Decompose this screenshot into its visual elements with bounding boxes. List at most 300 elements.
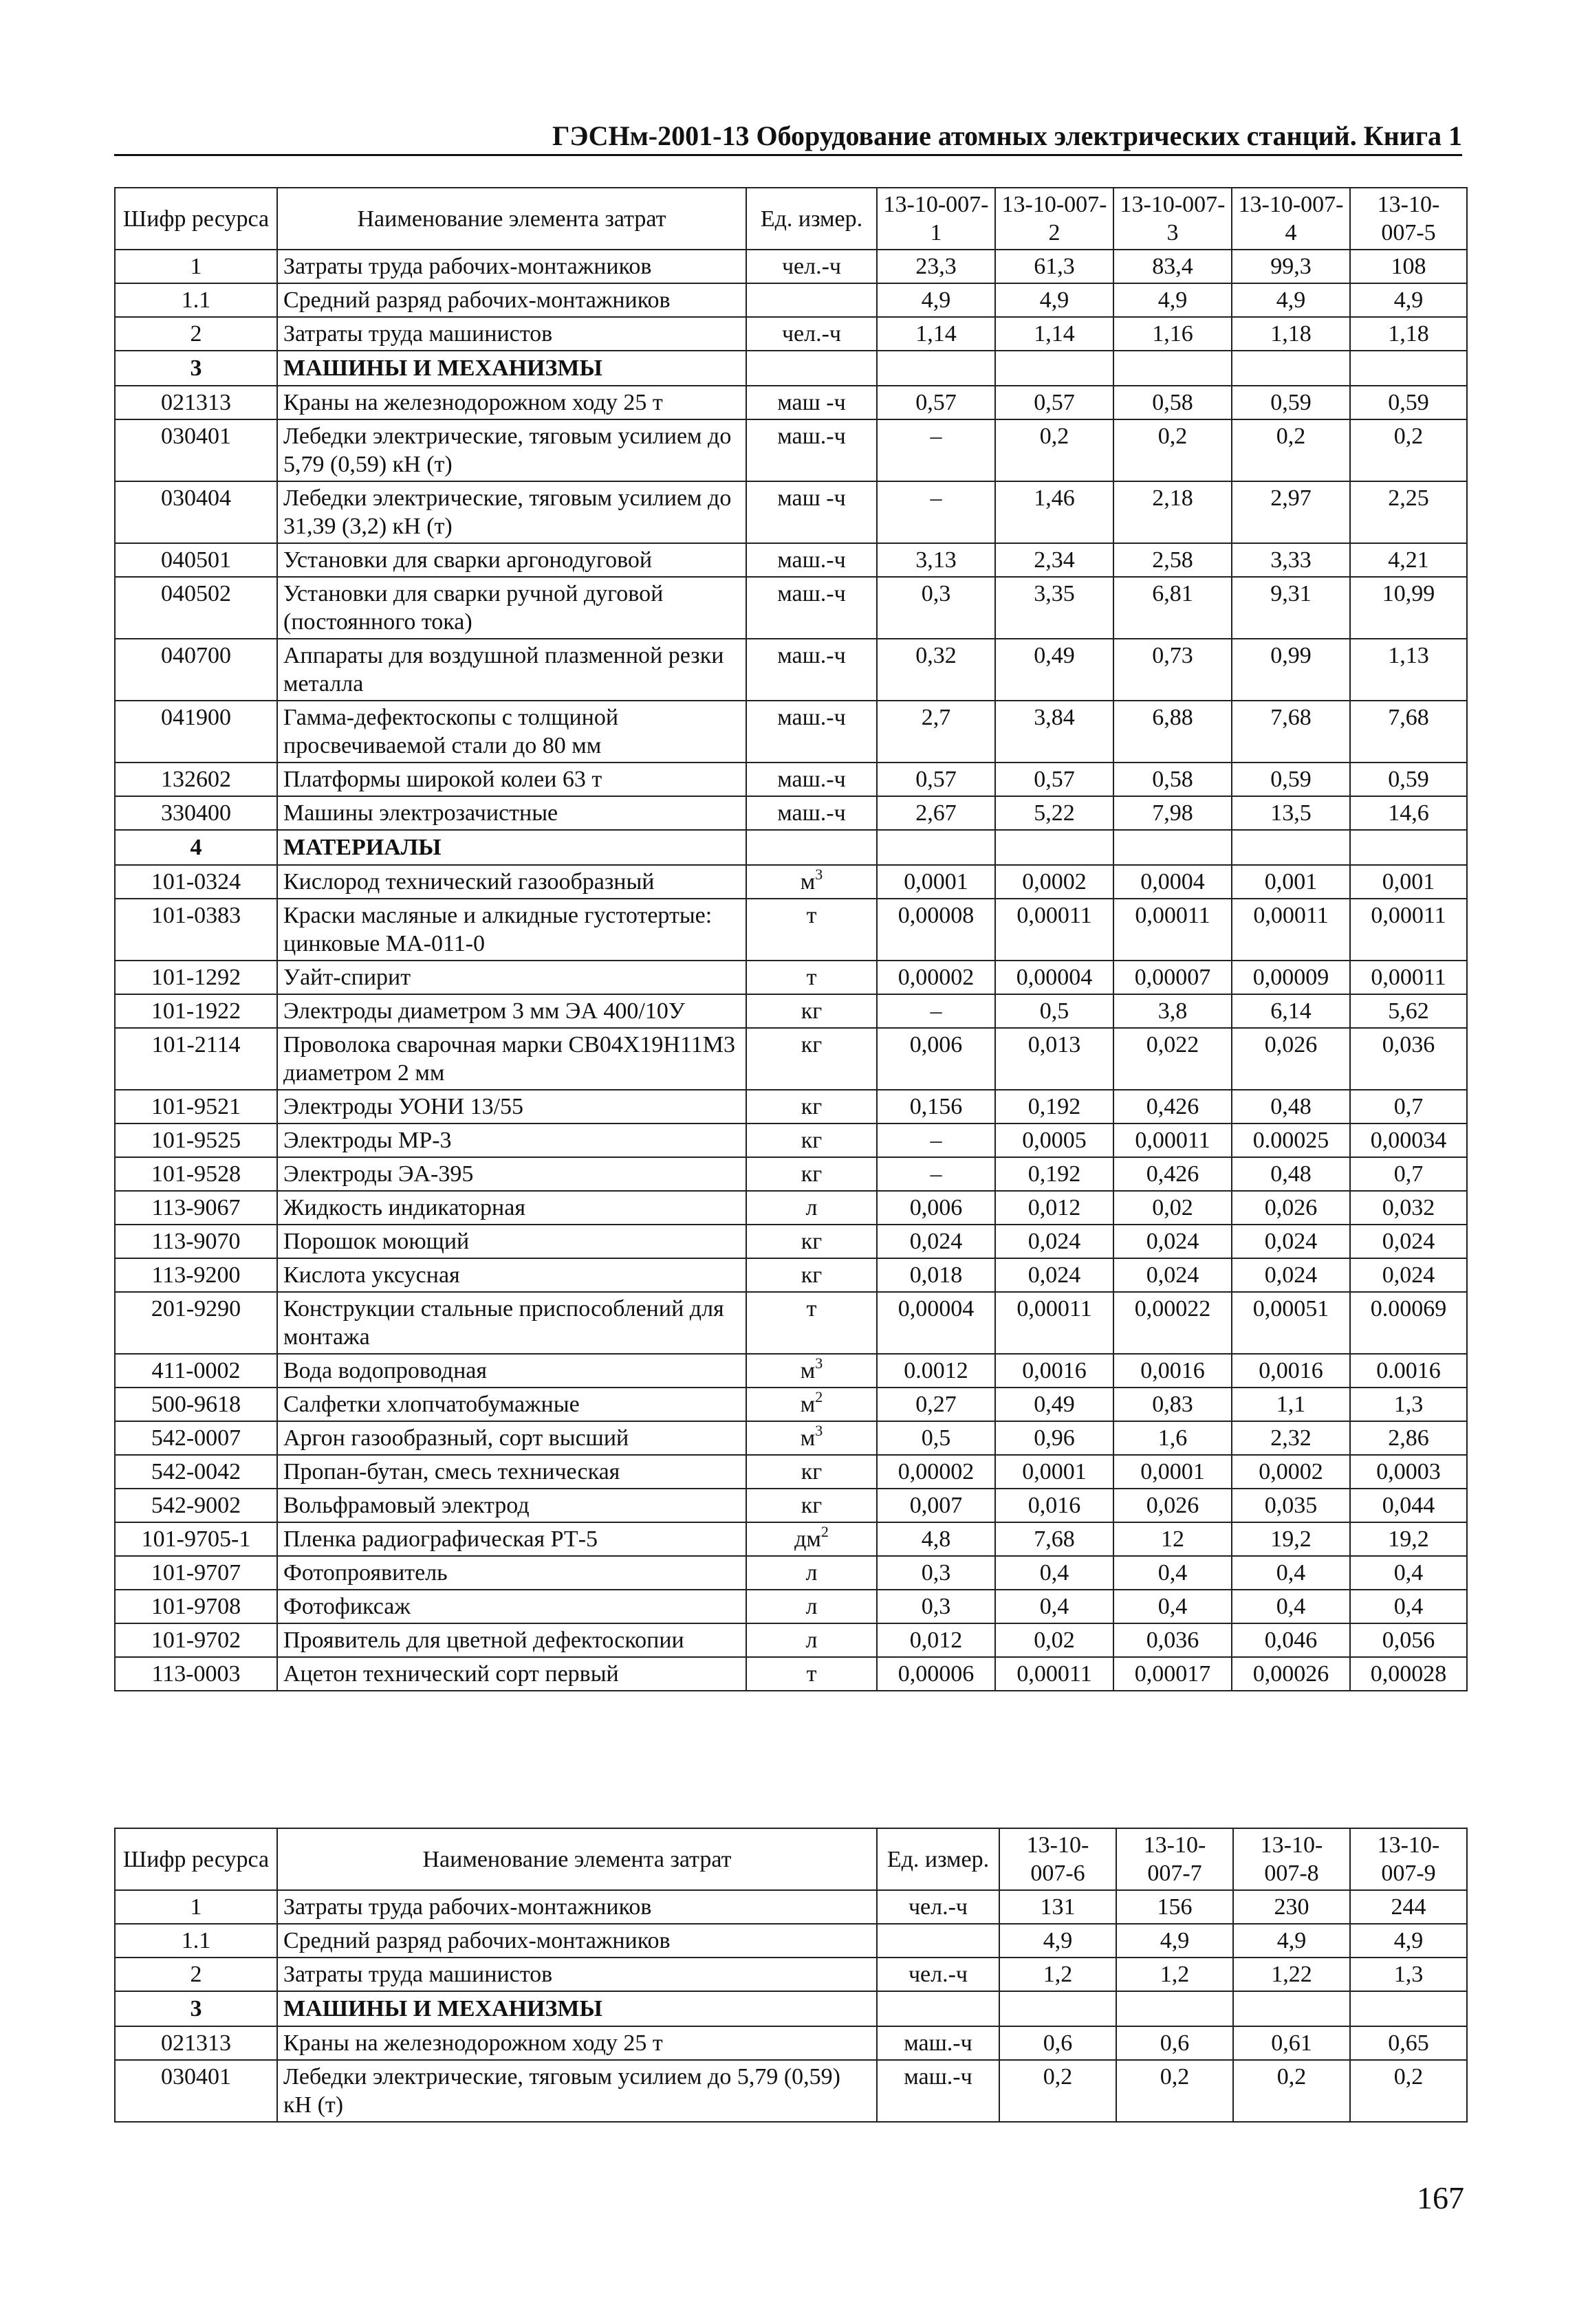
resource-name: Порошок моющий [277,1225,746,1258]
value-cell: 0,00009 [1232,961,1350,994]
value-cell: 3,84 [995,701,1113,763]
table-row [115,865,1467,899]
unit-cell [746,1522,877,1556]
value-cell: 0,046 [1232,1623,1350,1657]
value-cell: 0,4 [995,1590,1113,1623]
value-cell: 2,97 [1232,481,1350,543]
value-cell [995,351,1113,386]
resource-code: 101-9707 [115,1556,277,1590]
value-cell: 0,57 [995,386,1113,419]
unit-cell [746,351,877,386]
header-col: 13-10-007-9 [1350,1828,1467,1890]
value-cell [877,351,995,386]
unit-cell [877,2026,999,2060]
value-cell: 0,83 [1113,1388,1232,1421]
value-cell: 61,3 [995,250,1113,283]
resource-name: Установки для сварки ручной дуговой (постоянного тока) [277,577,746,639]
value-cell: 0,2 [1350,419,1467,481]
section-row [115,830,1467,865]
value-cell: 131 [999,1890,1116,1924]
resource-code: 040502 [115,577,277,639]
unit-cell [746,1489,877,1522]
unit-cell [746,865,877,899]
value-cell: 0,022 [1113,1028,1232,1090]
value-cell: 0,007 [877,1489,995,1522]
table-row [115,386,1467,419]
value-cell: 1,3 [1350,1958,1467,1991]
unit-cell [746,577,877,639]
value-cell: 156 [1116,1890,1233,1924]
unit-text: м [800,869,816,895]
unit-cell [746,317,877,351]
resource-name: Вода водопроводная [277,1354,746,1388]
resource-code: 113-0003 [115,1657,277,1691]
value-cell: 0,00007 [1113,961,1232,994]
value-cell: 0,4 [1232,1556,1350,1590]
value-cell: 0,00002 [877,961,995,994]
unit-cell [746,796,877,830]
value-cell: 0,2 [1233,2060,1350,2122]
resource-name: Затраты труда машинистов [277,1958,877,1991]
resource-name: Пропан-бутан, смесь техническая [277,1455,746,1489]
value-cell: 0,49 [995,639,1113,701]
unit-text: маш.-ч [777,643,846,668]
value-cell: 2,25 [1350,481,1467,543]
header-code: Шифр ресурса [115,1828,277,1890]
value-cell: 0,58 [1113,386,1232,419]
value-cell: 0,59 [1350,763,1467,796]
value-cell: 99,3 [1232,250,1350,283]
header-col: 13-10-007-2 [995,188,1113,250]
unit-cell [746,1354,877,1388]
resource-table-2 [114,1828,1468,2123]
unit-cell [746,250,877,283]
unit-text: кг [801,1229,823,1254]
value-cell [1113,351,1232,386]
value-cell: 0,57 [995,763,1113,796]
value-cell: 0,0016 [1232,1354,1350,1388]
value-cell: 4,8 [877,1522,995,1556]
value-cell: 0,7 [1350,1090,1467,1123]
table-row [115,1590,1467,1623]
value-cell: 7,68 [995,1522,1113,1556]
value-cell: 0,024 [1232,1258,1350,1292]
resource-code: 1 [115,250,277,283]
value-cell: 0.0016 [1350,1354,1467,1388]
resource-name: Пленка радиографическая РТ-5 [277,1522,746,1556]
resource-code: 330400 [115,796,277,830]
value-cell: 1,18 [1350,317,1467,351]
resource-code: 041900 [115,701,277,763]
value-cell: 1,18 [1232,317,1350,351]
value-cell: 0,2 [1113,419,1232,481]
resource-code: 3 [115,351,277,386]
value-cell: 4,9 [999,1924,1116,1958]
resource-name: Краны на железнодорожном ходу 25 т [277,386,746,419]
value-cell: 0,2 [1232,419,1350,481]
resource-name: Средний разряд рабочих-монтажников [277,283,746,317]
unit-text: чел.-ч [781,254,842,279]
value-cell: 0,00034 [1350,1123,1467,1157]
resource-code: 101-9705-1 [115,1522,277,1556]
table-row [115,250,1467,283]
table-row [115,1292,1467,1354]
unit-cell [746,386,877,419]
resource-code: 1.1 [115,1924,277,1958]
value-cell: 0,4 [1113,1590,1232,1623]
value-cell: 0,59 [1232,386,1350,419]
value-cell: 0,61 [1233,2026,1350,2060]
value-cell: 0.00025 [1232,1123,1350,1157]
value-cell: 1,13 [1350,639,1467,701]
value-cell: 0,0002 [995,865,1113,899]
table-row [115,701,1467,763]
value-cell: 3,8 [1113,994,1232,1028]
value-cell: – [877,419,995,481]
page-number: 167 [1417,2180,1464,2215]
table-row [115,1157,1467,1191]
resource-code: 021313 [115,2026,277,2060]
table-row [115,419,1467,481]
value-cell: 7,68 [1350,701,1467,763]
resource-code: 101-9708 [115,1590,277,1623]
resource-name: Затраты труда рабочих-монтажников [277,1890,877,1924]
resource-code: 021313 [115,386,277,419]
header-code: Шифр ресурса [115,188,277,250]
resource-name: Салфетки хлопчатобумажные [277,1388,746,1421]
unit-cell [746,1191,877,1225]
resource-code: 113-9070 [115,1225,277,1258]
value-cell: 0,2 [995,419,1113,481]
table-header-row [115,188,1467,250]
resource-name: Аргон газообразный, сорт высший [277,1421,746,1455]
unit-text: маш.-ч [777,581,846,606]
value-cell: 23,3 [877,250,995,283]
resource-name: Лебедки электрические, тяговым усилием до 5,79 (0,59) кН (т) [277,419,746,481]
table-row [115,2060,1467,2122]
value-cell: 0,2 [1350,2060,1467,2122]
value-cell [999,1991,1116,2026]
value-cell: 1,2 [999,1958,1116,1991]
value-cell: 0,00008 [877,899,995,961]
unit-cell [746,1258,877,1292]
value-cell: 3,35 [995,577,1113,639]
unit-cell [746,1657,877,1691]
value-cell: 0,00011 [995,899,1113,961]
header-name: Наименование элемента затрат [277,1828,877,1890]
value-cell: 10,99 [1350,577,1467,639]
resource-name: Аппараты для воздушной плазменной резки металла [277,639,746,701]
unit-cell [746,419,877,481]
value-cell: 0,65 [1350,2026,1467,2060]
value-cell: 0,48 [1232,1157,1350,1191]
header-col: 13-10-007-3 [1113,188,1232,250]
value-cell: 0,3 [877,1590,995,1623]
value-cell: 0,156 [877,1090,995,1123]
value-cell: 0,006 [877,1191,995,1225]
table-row [115,1028,1467,1090]
value-cell: 0,024 [1113,1225,1232,1258]
value-cell [1350,830,1467,865]
resource-code: 101-9702 [115,1623,277,1657]
value-cell: – [877,994,995,1028]
unit-text: маш.-ч [777,800,846,826]
resource-code: 101-0383 [115,899,277,961]
value-cell: 0,0004 [1113,865,1232,899]
value-cell: 0,99 [1232,639,1350,701]
resource-name: Фотофиксаж [277,1590,746,1623]
value-cell: 0,4 [995,1556,1113,1590]
unit-text: т [806,903,817,928]
value-cell: 6,81 [1113,577,1232,639]
unit-cell [746,961,877,994]
unit-cell [877,1958,999,1991]
resource-code: 113-9067 [115,1191,277,1225]
unit-cell [746,994,877,1028]
value-cell: 19,2 [1232,1522,1350,1556]
unit-exponent: 3 [815,1355,823,1372]
header-unit: Ед. измер. [877,1828,999,1890]
resource-code: 1 [115,1890,277,1924]
value-cell: 0,026 [1232,1191,1350,1225]
table-row [115,639,1467,701]
value-cell: 4,9 [1113,283,1232,317]
unit-cell [877,1991,999,2026]
table-row [115,1924,1467,1958]
value-cell: 0,57 [877,386,995,419]
value-cell: 4,9 [1116,1924,1233,1958]
header-col: 13-10-007-4 [1232,188,1350,250]
value-cell: 0,7 [1350,1157,1467,1191]
unit-cell [746,1623,877,1657]
table-row [115,1958,1467,1991]
value-cell: 0,024 [1113,1258,1232,1292]
resource-code: 101-9528 [115,1157,277,1191]
table-row [115,1623,1467,1657]
unit-cell [746,899,877,961]
header-col: 13-10-007-6 [999,1828,1116,1890]
table-row [115,2026,1467,2060]
value-cell: 13,5 [1232,796,1350,830]
value-cell: 5,22 [995,796,1113,830]
value-cell: 0,00011 [1113,1123,1232,1157]
unit-text: кг [801,1032,823,1057]
resource-name: Конструкции стальные приспособлений для монтажа [277,1292,746,1354]
unit-cell [877,1890,999,1924]
unit-cell [746,701,877,763]
unit-text: кг [801,1094,823,1119]
value-cell: 0,056 [1350,1623,1467,1657]
resource-name: Уайт-спирит [277,961,746,994]
value-cell: 3,13 [877,543,995,577]
value-cell: 0,0001 [877,865,995,899]
unit-text: маш.-ч [777,547,846,573]
value-cell: 0,024 [1232,1225,1350,1258]
value-cell: 3,33 [1232,543,1350,577]
resource-name: Установки для сварки аргонодуговой [277,543,746,577]
value-cell: 0,426 [1113,1157,1232,1191]
table-row [115,899,1467,961]
resource-code: 2 [115,317,277,351]
table-row [115,283,1467,317]
value-cell: 0,024 [1350,1225,1467,1258]
table-row [115,1657,1467,1691]
unit-cell [746,1292,877,1354]
value-cell: 0,006 [877,1028,995,1090]
value-cell: 0,5 [995,994,1113,1028]
table-row [115,1890,1467,1924]
value-cell: 0,013 [995,1028,1113,1090]
unit-cell [877,1924,999,1958]
table-row [115,543,1467,577]
value-cell: 0,032 [1350,1191,1467,1225]
table-row [115,1455,1467,1489]
table-row [115,1556,1467,1590]
value-cell: 0,49 [995,1388,1113,1421]
value-cell: 0,00011 [995,1657,1113,1691]
value-cell: 0,48 [1232,1090,1350,1123]
resource-code: 542-0042 [115,1455,277,1489]
unit-text: маш.-ч [777,705,846,730]
unit-cell [746,1556,877,1590]
value-cell: 0,026 [1232,1028,1350,1090]
value-cell: 0,2 [1116,2060,1233,2122]
value-cell: 0,96 [995,1421,1113,1455]
unit-cell [746,763,877,796]
table-row [115,1354,1467,1388]
unit-text: дм [794,1526,821,1552]
value-cell [995,830,1113,865]
resource-name: Лебедки электрические, тяговым усилием до 5,79 (0,59) кН (т) [277,2060,877,2122]
header-col: 13-10-007-5 [1350,188,1467,250]
value-cell: 0,3 [877,1556,995,1590]
unit-text: м [800,1425,816,1451]
value-cell: 0,00051 [1232,1292,1350,1354]
value-cell: 0,32 [877,639,995,701]
value-cell: 0,73 [1113,639,1232,701]
resource-name: Вольфрамовый электрод [277,1489,746,1522]
unit-text: маш -ч [777,485,846,511]
resource-name: Краски масляные и алкидные густотертые: цинковые МА-011-0 [277,899,746,961]
value-cell: 0,00011 [995,1292,1113,1354]
value-cell [1232,351,1350,386]
value-cell: 0,0016 [995,1354,1113,1388]
unit-cell [746,1421,877,1455]
resource-code: 040501 [115,543,277,577]
value-cell [1350,1991,1467,2026]
table-row [115,1489,1467,1522]
resource-code: 542-0007 [115,1421,277,1455]
unit-text: т [806,965,817,990]
value-cell: 0,024 [995,1225,1113,1258]
value-cell: 0,4 [1350,1556,1467,1590]
value-cell: 2,7 [877,701,995,763]
value-cell: 2,18 [1113,481,1232,543]
value-cell: 1,22 [1233,1958,1350,1991]
unit-cell [746,639,877,701]
value-cell: 5,62 [1350,994,1467,1028]
value-cell: 0,192 [995,1090,1113,1123]
table-row [115,1258,1467,1292]
unit-text: маш.-ч [904,2030,972,2056]
value-cell: 0,0016 [1113,1354,1232,1388]
value-cell: 0,00028 [1350,1657,1467,1691]
unit-exponent: 2 [820,1523,829,1540]
value-cell: 0,00022 [1113,1292,1232,1354]
unit-cell [877,2060,999,2122]
value-cell: 0,024 [877,1225,995,1258]
value-cell: 0,024 [1350,1258,1467,1292]
value-cell: 0,00004 [995,961,1113,994]
resource-name: Ацетон технический сорт первый [277,1657,746,1691]
resource-name: Краны на железнодорожном ходу 25 т [277,2026,877,2060]
unit-cell [746,1225,877,1258]
value-cell: 0,035 [1232,1489,1350,1522]
value-cell: 1,46 [995,481,1113,543]
unit-cell [746,283,877,317]
resource-code: 101-9521 [115,1090,277,1123]
value-cell [1116,1991,1233,2026]
value-cell: 9,31 [1232,577,1350,639]
unit-text: чел.-ч [908,1894,968,1920]
unit-cell [746,1090,877,1123]
value-cell: 0,192 [995,1157,1113,1191]
unit-cell [746,830,877,865]
resource-code: 101-0324 [115,865,277,899]
unit-cell [746,1028,877,1090]
header-col: 13-10-007-1 [877,188,995,250]
unit-text: т [806,1661,817,1687]
unit-text: чел.-ч [908,1962,968,1987]
resource-code: 201-9290 [115,1292,277,1354]
value-cell: 7,68 [1232,701,1350,763]
unit-text: кг [801,1459,823,1484]
value-cell: 1,14 [877,317,995,351]
section-row [115,1991,1467,2026]
table-row [115,577,1467,639]
value-cell: 0,001 [1350,865,1467,899]
table-row [115,796,1467,830]
value-cell: 4,9 [877,283,995,317]
resource-code: 3 [115,1991,277,2026]
table-row [115,1123,1467,1157]
resource-name: Электроды МР-3 [277,1123,746,1157]
unit-text: л [805,1560,818,1586]
value-cell: 0,57 [877,763,995,796]
value-cell: 0,58 [1113,763,1232,796]
value-cell: – [877,1123,995,1157]
resource-code: 1.1 [115,283,277,317]
value-cell: 4,9 [1233,1924,1350,1958]
resource-name: Лебедки электрические, тяговым усилием до 31,39 (3,2) кН (т) [277,481,746,543]
resource-code: 411-0002 [115,1354,277,1388]
value-cell [877,830,995,865]
unit-text: кг [801,1493,823,1518]
header-name: Наименование элемента затрат [277,188,746,250]
value-cell: 244 [1350,1890,1467,1924]
value-cell: – [877,481,995,543]
value-cell: 2,32 [1232,1421,1350,1455]
resource-name: Затраты труда машинистов [277,317,746,351]
resource-name: Электроды ЭА-395 [277,1157,746,1191]
section-title: МАШИНЫ И МЕХАНИЗМЫ [277,351,746,386]
unit-cell [746,1123,877,1157]
table-row [115,961,1467,994]
table-row [115,763,1467,796]
unit-text: маш.-ч [777,767,846,792]
resource-table-1 [114,187,1468,1691]
resource-name: Проявитель для цветной дефектоскопии [277,1623,746,1657]
